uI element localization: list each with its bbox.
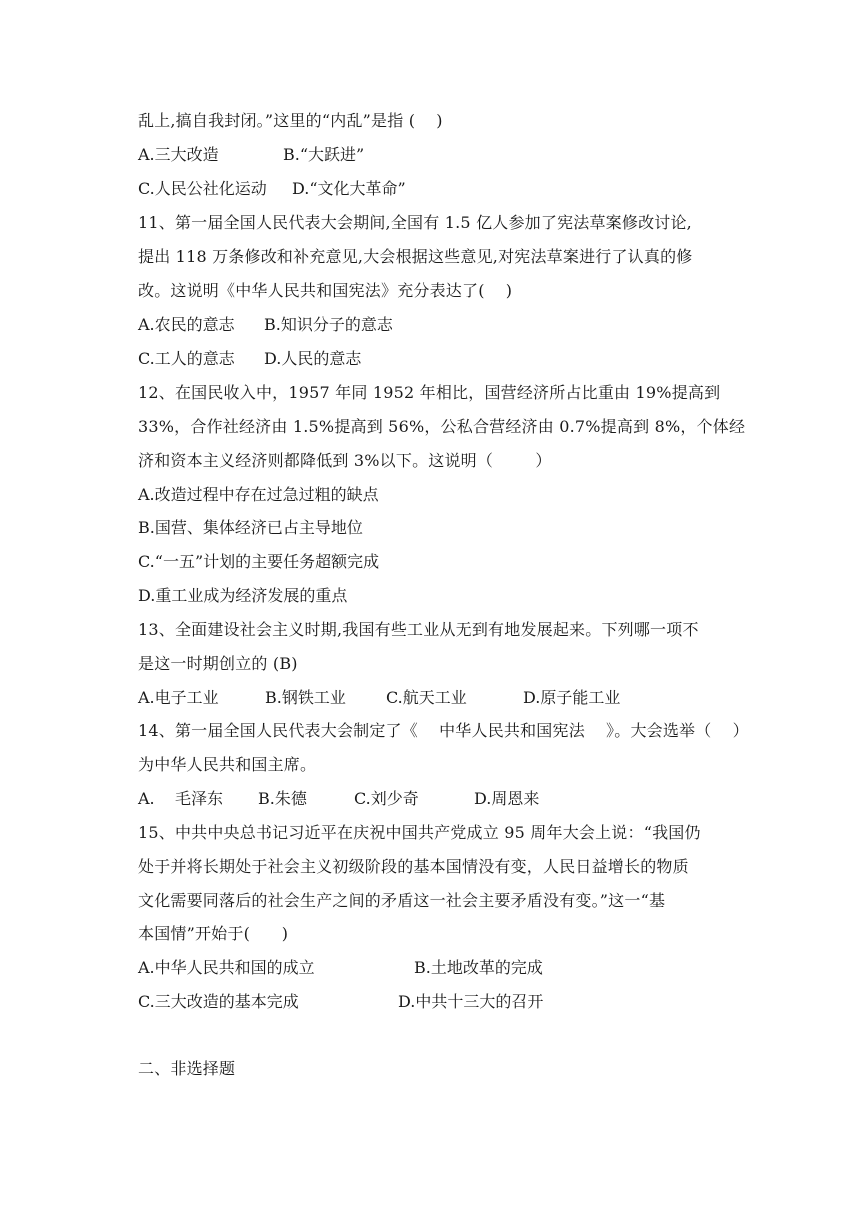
question-14-option-a: A. 毛泽东 [138,789,223,808]
question-10-option-b: B.“大跃进” [283,145,365,164]
question-12-option-d: D.重工业成为经济发展的重点 [138,586,348,605]
question-15-stem-line-1: 15、中共中央总书记习近平在庆祝中国共产党成立 95 周年大会上说：“我国仍 [138,823,701,842]
question-11-option-d: D.人民的意志 [264,349,362,368]
question-13-option-b: B.钢铁工业 [265,688,346,707]
question-14-option-b: B.朱德 [258,789,307,808]
question-11-option-c: C.工人的意志 [138,349,235,368]
question-13-option-a: A.电子工业 [138,688,219,707]
question-12-option-b: B.国营、集体经济已占主导地位 [138,518,363,537]
question-11-stem-line-3: 改。这说明《中华人民共和国宪法》充分表达了( ) [138,281,513,300]
question-12-option-c: C.“一五”计划的主要任务超额完成 [138,552,380,571]
question-10-option-c: C.人民公社化运动 [138,179,267,198]
question-13-stem-line-1: 13、全面建设社会主义时期,我国有些工业从无到有地发展起来。下列哪一项不 [138,620,699,639]
question-13-option-d: D.原子能工业 [523,688,621,707]
question-14-stem-line-2: 为中华人民共和国主席。 [138,755,317,774]
question-11-option-b: B.知识分子的意志 [264,315,393,334]
question-12-stem-line-3: 济和资本主义经济则都降低到 3%以下。这说明（ ） [138,451,552,470]
question-10-stem: 乱上,搞自我封闭。”这里的“内乱”是指 ( ) [138,111,443,130]
question-15-option-d: D.中共十三大的召开 [398,992,544,1011]
question-15-stem-line-2: 处于并将长期处于社会主义初级阶段的基本国情没有变，人民日益增长的物质 [138,857,689,876]
section-2-heading: 二、非选择题 [138,1059,236,1078]
question-15-stem-line-4: 本国情”开始于( ) [138,924,289,943]
question-10-option-d: D.“文化大革命” [292,179,406,198]
question-15-stem-line-3: 文化需要同落后的社会生产之间的矛盾这一社会主要矛盾没有变。”这一“基 [138,891,666,910]
question-15-option-a: A.中华人民共和国的成立 [138,958,315,977]
question-12-stem-line-2: 33%，合作社经济由 1.5%提高到 56%，公私合营经济由 0.7%提高到 8%，个体经 [138,417,746,436]
question-15-option-b: B.土地改革的完成 [414,958,543,977]
question-12-option-a: A.改造过程中存在过急过粗的缺点 [138,485,379,504]
question-11-stem-line-2: 提出 118 万条修改和补充意见,大会根据这些意见,对宪法草案进行了认真的修 [138,247,693,266]
question-13-stem-line-2: 是这一时期创立的 (B) [138,654,298,673]
question-11-option-a: A.农民的意志 [138,315,235,334]
question-15-option-c: C.三大改造的基本完成 [138,992,299,1011]
question-14-stem-line-1: 14、第一届全国人民代表大会制定了《 中华人民共和国宪法 》。大会选举（ ） [138,721,749,740]
question-14-option-c: C.刘少奇 [354,789,419,808]
question-11-stem-line-1: 11、第一届全国人民代表大会期间,全国有 1.5 亿人参加了宪法草案修改讨论, [138,213,692,232]
question-13-option-c: C.航天工业 [386,688,467,707]
question-10-option-a: A.三大改造 [138,145,219,164]
question-14-option-d: D.周恩来 [474,789,540,808]
question-12-stem-line-1: 12、在国民收入中，1957 年同 1952 年相比，国营经济所占比重由 19%提高到 [138,383,721,402]
